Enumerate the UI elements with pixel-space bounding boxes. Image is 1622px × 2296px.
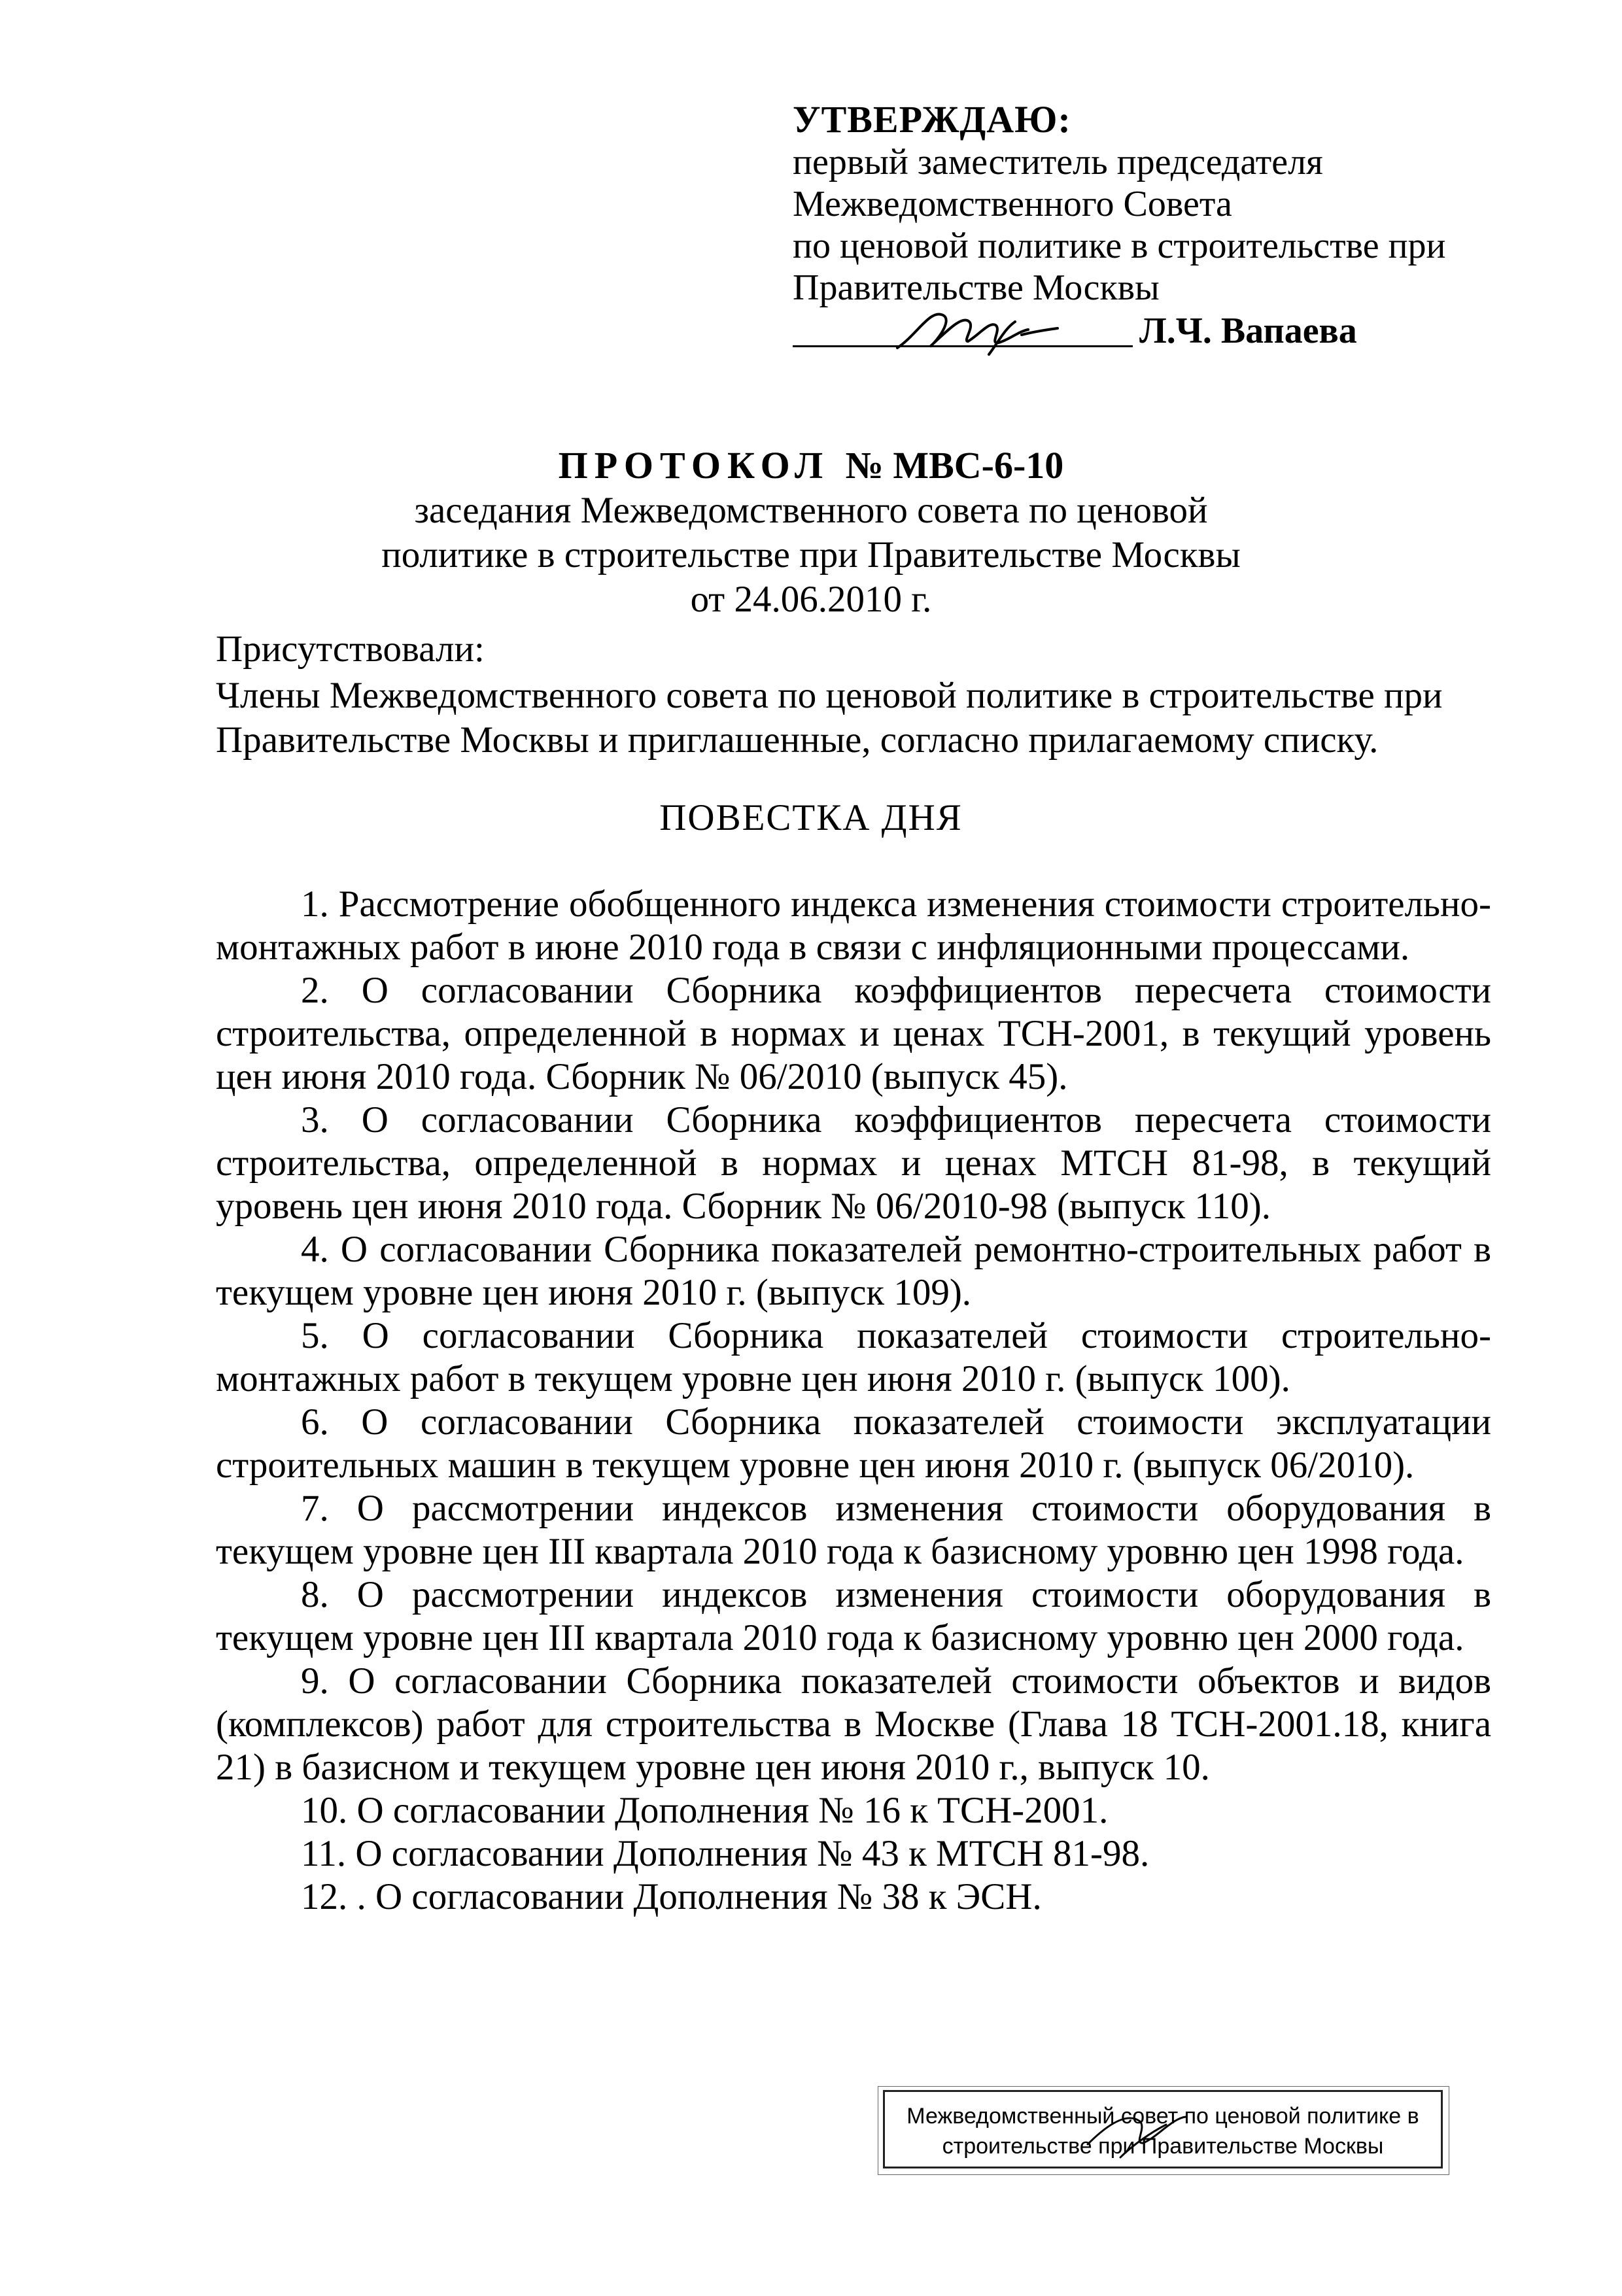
protocol-subtitle: заседания Межведомственного совета по ценовой (414, 490, 1208, 531)
agenda-item: 2. О согласовании Сборника коэффициентов пересчета стоимости строительства, определенной в нормах и ценах ТСН-2001, в текущий уровень цен июня 2010 года. Сборник № 06/2010 (выпуск 45). (216, 970, 1491, 1097)
protocol-date: от 24.06.2010 г. (690, 579, 932, 620)
stamp-signature (1081, 2099, 1212, 2164)
approval-title: УТВЕРЖДАЮ: (793, 98, 1071, 141)
agenda-list (216, 883, 1491, 1919)
signature-row (793, 309, 1512, 361)
agenda-title: ПОВЕСТКА ДНЯ (659, 797, 963, 838)
protocol-number: № МВС-6-10 (845, 444, 1064, 487)
approval-line: первый заместитель председателя (793, 142, 1323, 182)
agenda-item: 10. О согласовании Дополнения № 16 к ТСН-2001. (301, 1790, 1109, 1831)
attendance-label: Присутствовали: (216, 628, 485, 670)
approval-line: по ценовой политике в строительстве при (793, 226, 1446, 266)
agenda-item: 6. О согласовании Сборника показателей стоимости эксплуатации строительных машин в текущем уровне цен июня 2010 г. (выпуск 06/2010). (216, 1401, 1491, 1486)
handwritten-signature (891, 296, 1061, 368)
agenda-item: 3. О согласовании Сборника коэффициентов пересчета стоимости строительства, определенной в нормах и ценах МТСН 81-98, в текущий уровень цен июня 2010 года. Сборник № 06/2010-98 (выпуск 110). (216, 1099, 1491, 1227)
agenda-item: 1. Рассмотрение обобщенного индекса изменения стоимости строительно-монтажных работ в июне 2010 года в связи с инфляционными процессами. (216, 883, 1491, 968)
agenda-item: 4. О согласовании Сборника показателей ремонтно-строительных работ в текущем уровне цен июня 2010 г. (выпуск 109). (216, 1229, 1491, 1313)
stamp-line: строительстве при Правительстве Москвы (942, 2134, 1384, 2159)
agenda-item: 11. О согласовании Дополнения № 43 к МТСН 81-98. (301, 1833, 1150, 1874)
protocol-word: ПРОТОКОЛ (558, 444, 830, 487)
approval-block (793, 98, 1512, 361)
organization-stamp (883, 2090, 1443, 2168)
protocol-subtitle: политике в строительстве при Правительстве Москвы (381, 534, 1241, 575)
protocol-title (0, 443, 1622, 487)
attendance-text: Члены Межведомственного совета по ценовой политике в строительстве при Правительстве Москвы и приглашенные, согласно прилагаемому списку. (216, 675, 1443, 761)
signer-name: Л.Ч. Вапаева (1139, 311, 1357, 351)
approval-line: Правительстве Москвы (793, 267, 1160, 308)
agenda-item: 7. О рассмотрении индексов изменения стоимости оборудования в текущем уровне цен III квартала 2010 года к базисному уровню цен 1998 года. (216, 1488, 1491, 1572)
agenda-item: 9. О согласовании Сборника показателей стоимости объектов и видов (комплексов) работ для строительства в Москве (Глава 18 ТСН-2001.18, книга 21) в базисном и текущем уровне цен июня 2010 г., выпуск 10. (216, 1660, 1491, 1788)
stamp-line: Межведомственный совет по ценовой политике в (906, 2104, 1419, 2129)
agenda-item: 12. . О согласовании Дополнения № 38 к ЭСН. (301, 1876, 1042, 1917)
agenda-item: 8. О рассмотрении индексов изменения стоимости оборудования в текущем уровне цен III квартала 2010 года к базисному уровню цен 2000 года. (216, 1574, 1491, 1658)
approval-line: Межведомственного Совета (793, 184, 1232, 224)
agenda-item: 5. О согласовании Сборника показателей стоимости строительно-монтажных работ в текущем уровне цен июня 2010 г. (выпуск 100). (216, 1315, 1491, 1399)
